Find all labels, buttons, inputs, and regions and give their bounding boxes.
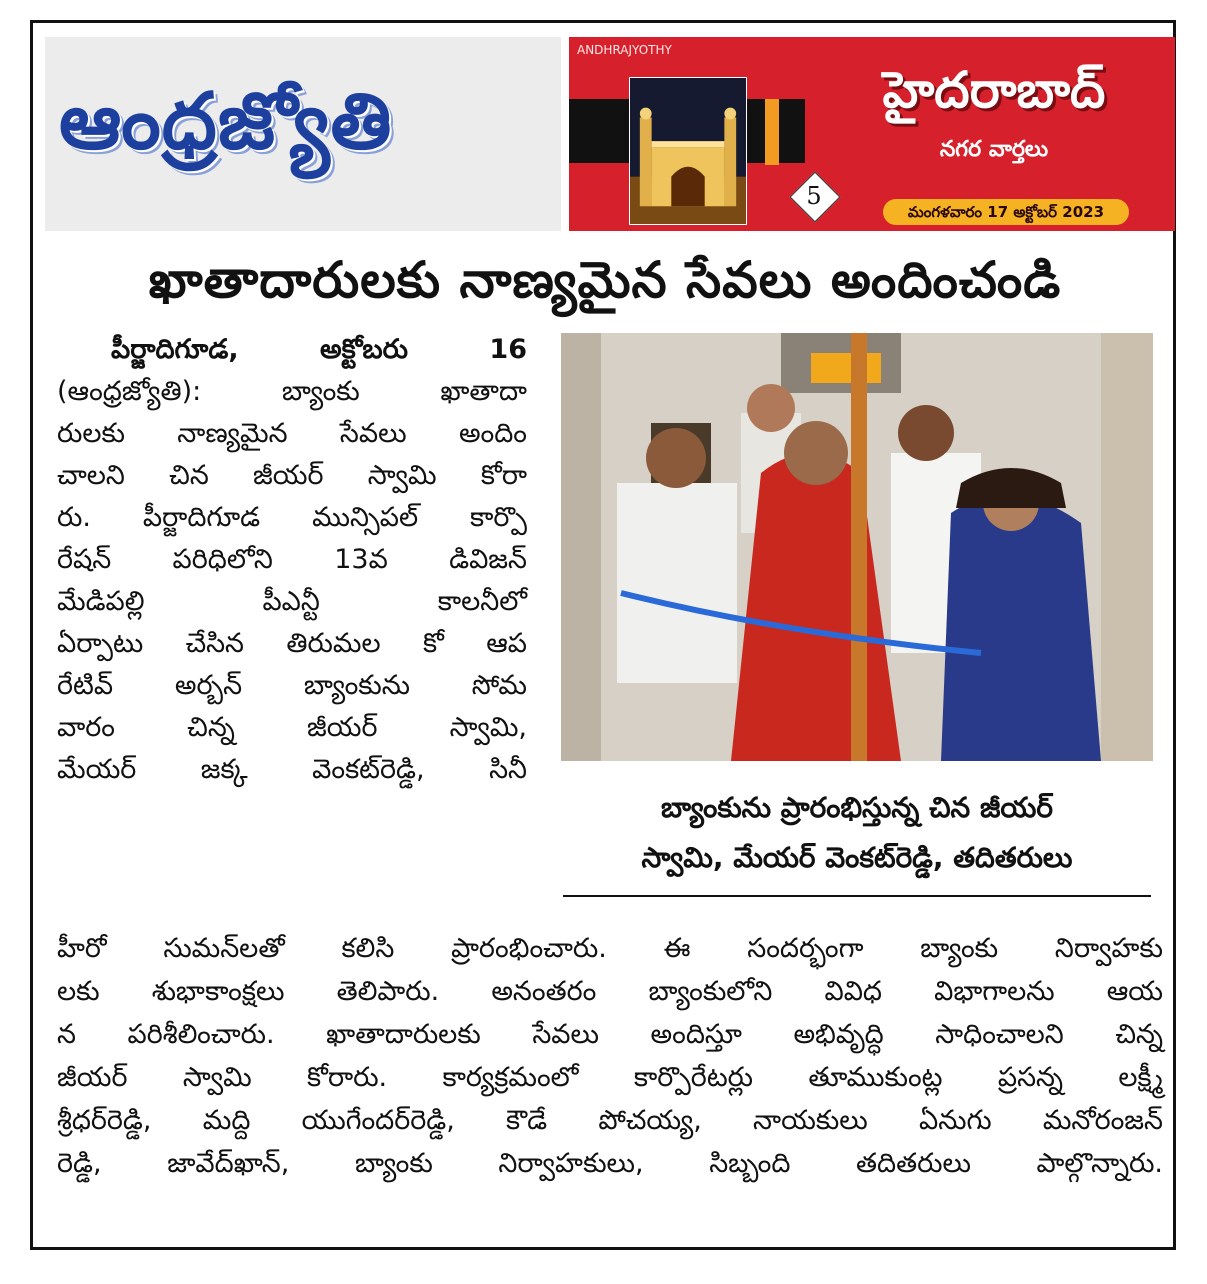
- logo-panel: [45, 37, 561, 231]
- article-line: లకు శుభాకాంక్షలు తెలిపారు. అనంతరం బ్యాంకులోని వివిధ విభాగాలను ఆయ: [57, 976, 1163, 1007]
- article-line: మేయర్ జక్క వెంకట్‌రెడ్డి, సినీ: [57, 754, 527, 785]
- caption-divider: [563, 895, 1151, 897]
- article-line: రేషన్ పరిధిలోని 13వ డివిజన్: [57, 544, 527, 575]
- newspaper-logo: ఆంధ్రజ్యోతి: [59, 77, 393, 167]
- article-line: శ్రీధర్‌రెడ్డి, మద్ది యుగేందర్‌రెడ్డి, కౌడే పోచయ్య, నాయకులు ఏనుగు మనోరంజన్: [57, 1105, 1163, 1136]
- edition-date: మంగళవారం 17 అక్టోబర్ 2023: [883, 199, 1129, 225]
- newspaper-clipping: [30, 20, 1176, 1250]
- article-headline: ఖాతాదారులకు నాణ్యమైన సేవలు అందించండి: [148, 251, 1062, 309]
- article-line: రెడ్డి, జావేద్‌ఖాన్, బ్యాంకు నిర్వాహకులు, సిబ్బంది తదితరులు పాల్గొన్నారు.: [57, 1148, 1163, 1179]
- article-line: చాలని చిన జీయర్ స్వామి కోరా: [57, 460, 527, 491]
- article-line: రు. పీర్జాదిగూడ మున్సిపల్ కార్పొ: [57, 502, 527, 533]
- charminar-image: [629, 77, 747, 225]
- city-title: హైదరాబాద్: [882, 61, 1106, 119]
- photo-caption: [561, 783, 1153, 883]
- article-line: (ఆంధ్రజ్యోతి): బ్యాంకు ఖాతాదా: [57, 376, 527, 407]
- article-line: వారం చిన్న జీయర్ స్వామి,: [57, 712, 527, 743]
- article-line: రేటివ్ అర్బన్ బ్యాంకును సోమ: [57, 670, 527, 701]
- article-body-full: [57, 927, 1163, 1185]
- article-line: మేడిపల్లి పీఎన్టీ కాలనీలో: [57, 586, 527, 617]
- masthead: [45, 37, 1175, 233]
- article-line: న పరిశీలించారు. ఖాతాదారులకు సేవలు అందిస్తూ అభివృద్ధి సాధించాలని చిన్న: [57, 1019, 1163, 1050]
- page-number: 5: [806, 182, 822, 210]
- article-line: ఏర్పాటు చేసిన తిరుమల కో ఆప: [57, 628, 527, 659]
- caption-line: బ్యాంకును ప్రారంభిస్తున్న చిన జీయర్: [660, 791, 1054, 824]
- orange-stripe: [765, 99, 779, 165]
- city-edition-banner: [569, 37, 1175, 231]
- article-line: జీయర్ స్వామి కోరారు. కార్యక్రమంలో కార్పొరేటర్లు తూముకుంట్ల ప్రసన్న లక్ష్మీ: [57, 1062, 1163, 1093]
- article-line: పీర్జాదిగూడ, అక్టోబరు 16: [111, 334, 527, 365]
- article-column-left: [57, 329, 527, 791]
- brand-label: ANDHRAJYOTHY: [577, 43, 672, 57]
- city-subtitle: నగర వార్తలు: [939, 137, 1049, 162]
- article-line: హీరో సుమన్‌లతో కలిసి ప్రారంభించారు. ఈ సందర్భంగా బ్యాంకు నిర్వాహకు: [57, 933, 1163, 964]
- caption-line: స్వామి, మేయర్ వెంకట్‌రెడ్డి, తదితరులు: [641, 841, 1073, 874]
- news-photo: [561, 333, 1153, 761]
- article-line: రులకు నాణ్యమైన సేవలు అందిం: [57, 418, 527, 449]
